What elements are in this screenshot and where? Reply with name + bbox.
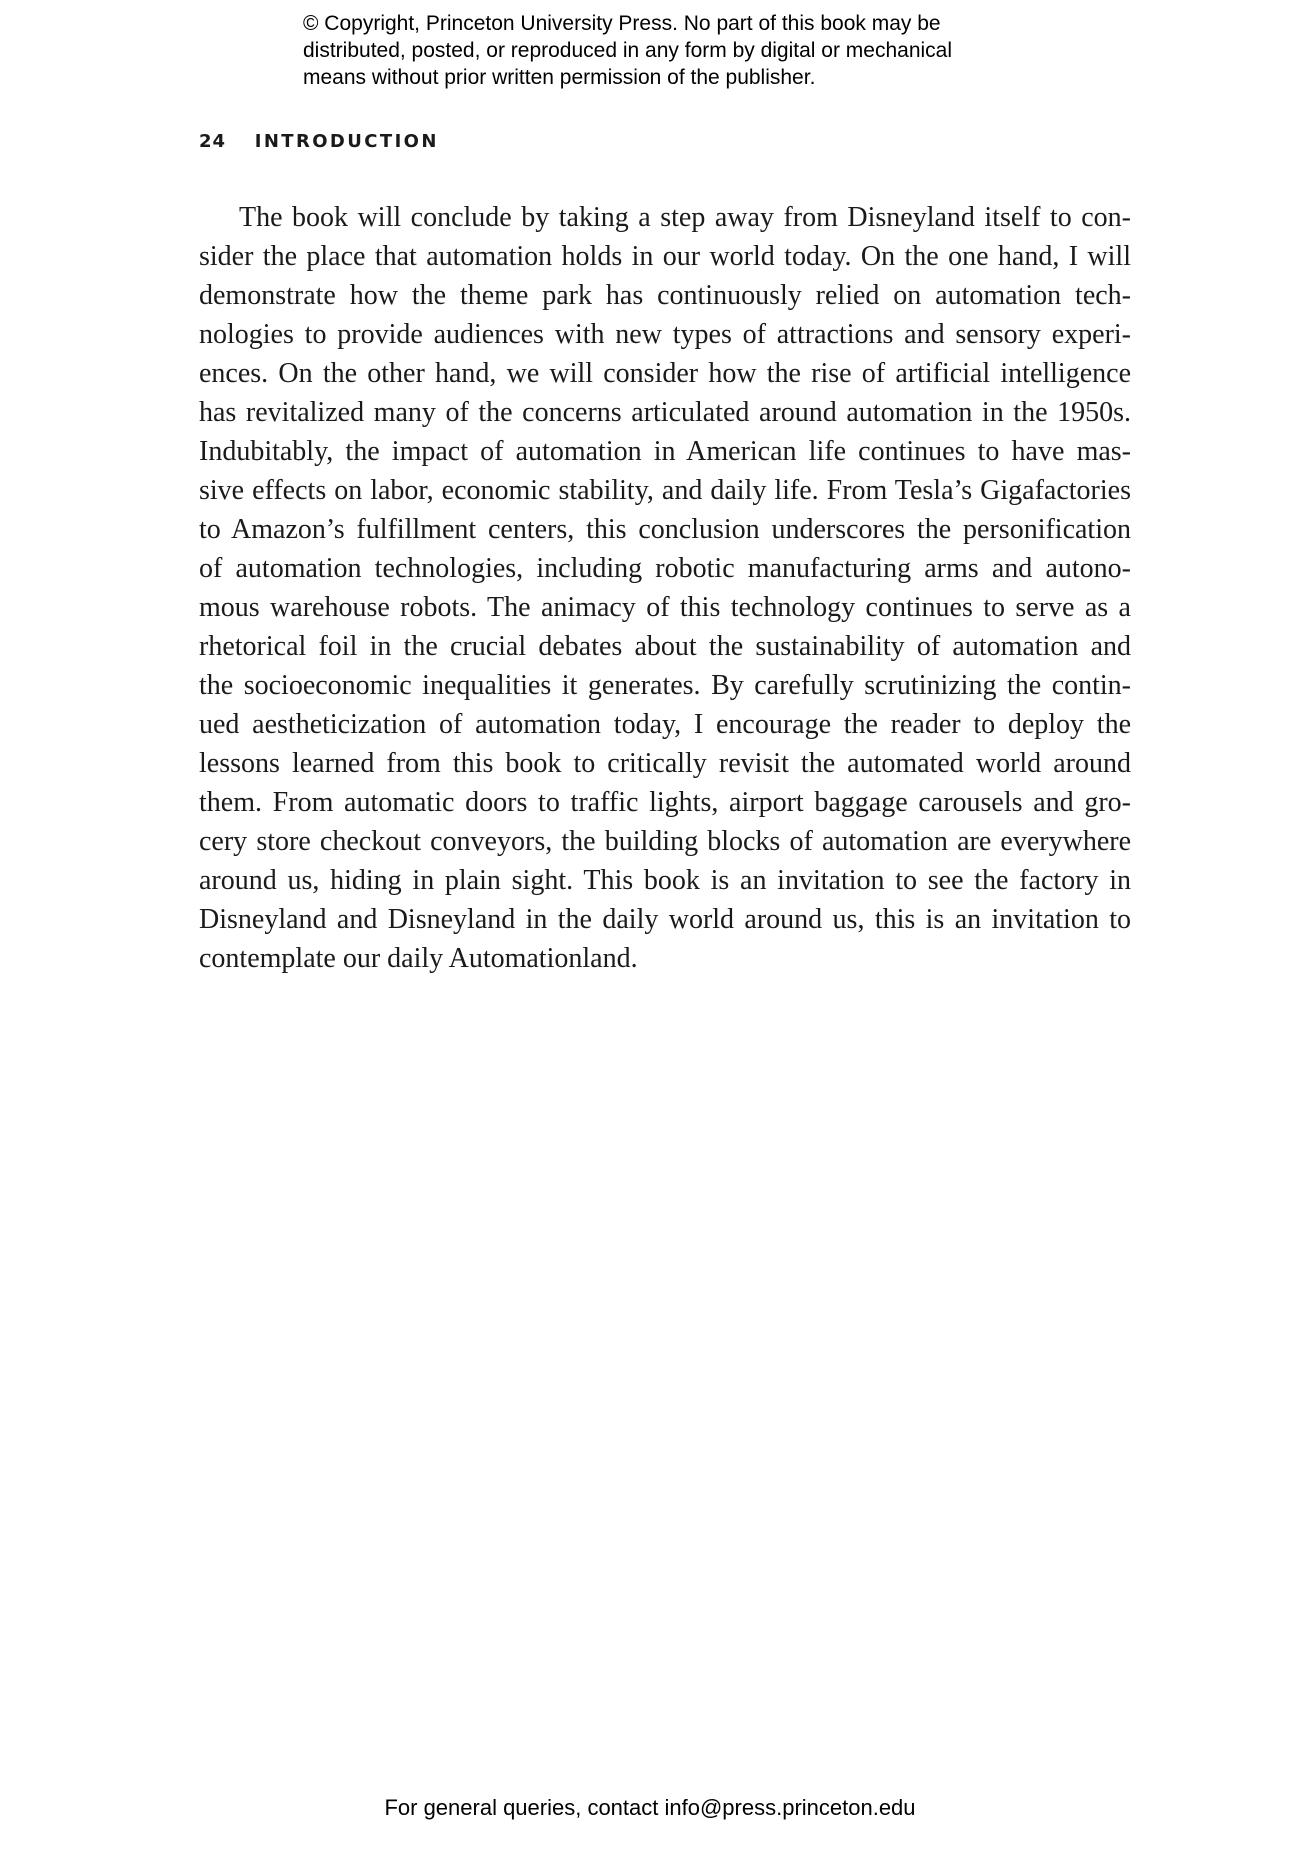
paragraph-line: cery store checkout conveyors, the building blocks of automation are everywhere <box>199 826 1131 857</box>
paragraph-line: around us, hiding in plain sight. This book is an invitation to see the factory in <box>199 865 1131 896</box>
paragraph-line: nologies to provide audiences with new types of attractions and sensory experi- <box>199 319 1131 350</box>
paragraph-line: them. From automatic doors to traffic lights, airport baggage carousels and gro- <box>199 787 1131 818</box>
copyright-line: means without prior written permission of the publisher. <box>303 66 816 89</box>
paragraph-line: lessons learned from this book to critically revisit the automated world around <box>199 748 1131 779</box>
paragraph-line: sive effects on labor, economic stability, and daily life. From Tesla’s Gigafactories <box>199 475 1131 506</box>
paragraph-line: The book will conclude by taking a step away from Disneyland itself to con- <box>239 202 1131 233</box>
paragraph-line: contemplate our daily Automationland. <box>199 943 638 974</box>
paragraph-line: Disneyland and Disneyland in the daily world around us, this is an invitation to <box>199 904 1131 935</box>
paragraph-line: ued aestheticization of automation today, I encourage the reader to deploy the <box>199 709 1131 740</box>
copyright-line: © Copyright, Princeton University Press. No part of this book may be <box>303 12 941 35</box>
page-number: 24 <box>199 131 227 152</box>
paragraph-line: Indubitably, the impact of automation in American life continues to have mas- <box>199 436 1131 467</box>
running-head <box>199 131 439 152</box>
body-paragraph <box>199 198 1131 978</box>
copyright-notice <box>303 10 1023 91</box>
paragraph-line: ences. On the other hand, we will consider how the rise of artificial intelligence <box>199 358 1131 389</box>
footer-contact: For general queries, contact info@press.princeton.edu <box>384 1795 916 1820</box>
paragraph-line: to Amazon’s fulfillment centers, this conclusion underscores the personification <box>199 514 1131 545</box>
paragraph-line: mous warehouse robots. The animacy of this technology continues to serve as a <box>199 592 1131 623</box>
paragraph-line: rhetorical foil in the crucial debates about the sustainability of automation and <box>199 631 1131 662</box>
paragraph-line: has revitalized many of the concerns articulated around automation in the 1950s. <box>199 397 1131 428</box>
copyright-line: distributed, posted, or reproduced in any form by digital or mechanical <box>303 39 953 62</box>
paragraph-line: sider the place that automation holds in our world today. On the one hand, I will <box>199 241 1131 272</box>
paragraph-line: of automation technologies, including robotic manufacturing arms and autono- <box>199 553 1131 584</box>
paragraph-line: demonstrate how the theme park has continuously relied on automation tech- <box>199 280 1131 311</box>
paragraph-line: the socioeconomic inequalities it generates. By carefully scrutinizing the contin- <box>199 670 1131 701</box>
running-title: INTRODUCTION <box>254 131 439 152</box>
